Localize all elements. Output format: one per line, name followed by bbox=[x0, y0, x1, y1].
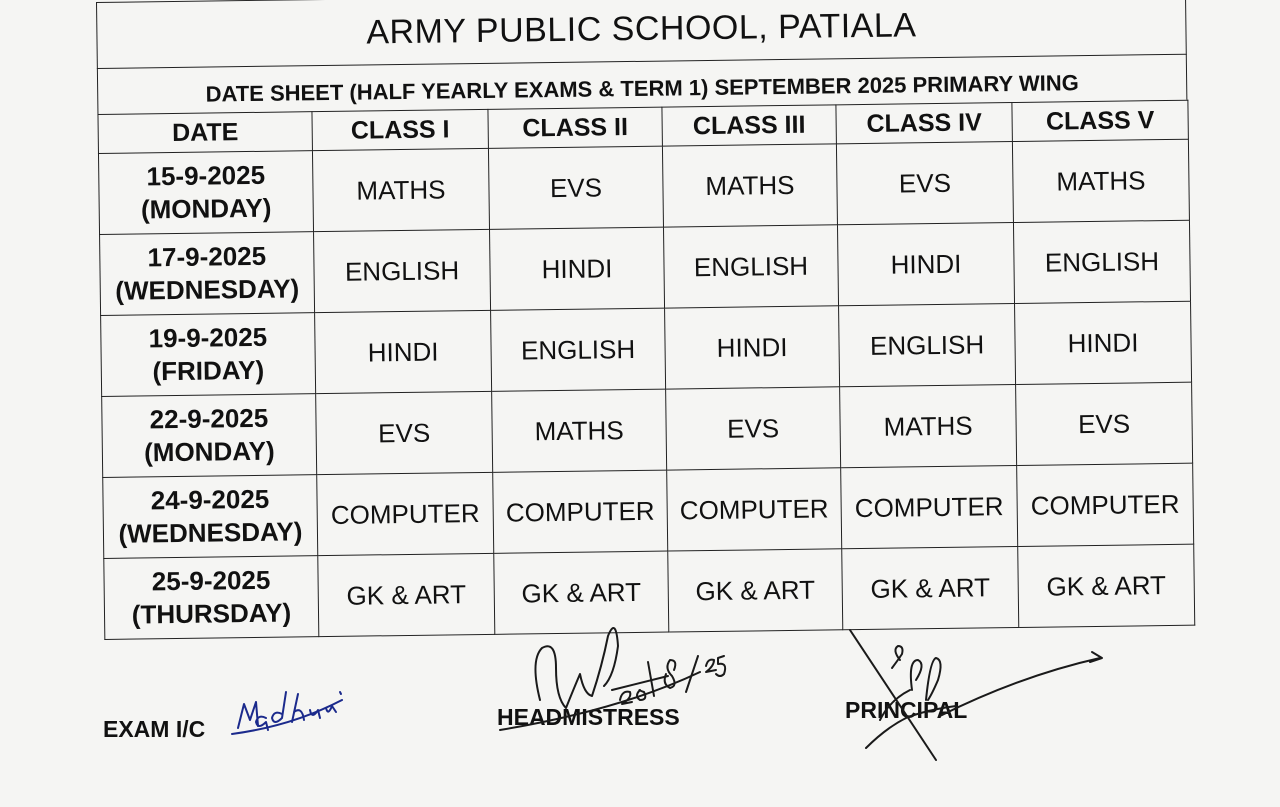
exam-day: (WEDNESDAY) bbox=[118, 516, 303, 549]
column-header-class-3: CLASS III bbox=[662, 105, 836, 146]
school-name: ARMY PUBLIC SCHOOL, PATIALA bbox=[96, 0, 1187, 68]
subject-cell: HINDI bbox=[490, 227, 665, 310]
subject-cell: MATHS bbox=[662, 144, 837, 227]
exam-day: (WEDNESDAY) bbox=[115, 273, 300, 306]
subject-cell: EVS bbox=[1016, 382, 1193, 465]
subject-cell: ENGLISH bbox=[839, 304, 1016, 387]
subject-cell: COMPUTER bbox=[317, 472, 494, 555]
exam-date: 17-9-2025 bbox=[147, 240, 267, 273]
subject-cell: COMPUTER bbox=[493, 470, 668, 553]
headmistress-signature bbox=[500, 628, 725, 730]
subject-cell: GK & ART bbox=[494, 551, 669, 634]
exam-day: (FRIDAY) bbox=[152, 354, 265, 387]
date-sheet-title: DATE SHEET (HALF YEARLY EXAMS & TERM 1) SEPTEMBER 2025 PRIMARY WING bbox=[97, 54, 1188, 114]
subject-cell: ENGLISH bbox=[1013, 220, 1190, 303]
subject-cell: GK & ART bbox=[668, 549, 843, 632]
subject-cell: HINDI bbox=[837, 223, 1014, 306]
subject-cell: MATHS bbox=[492, 389, 667, 472]
subject-cell: MATHS bbox=[1012, 139, 1189, 222]
subject-cell: ENGLISH bbox=[663, 225, 838, 308]
exam-ic-label: EXAM I/C bbox=[103, 716, 206, 742]
principal-signature bbox=[850, 630, 1102, 760]
column-header-class-4: CLASS IV bbox=[836, 103, 1012, 144]
subject-cell: COMPUTER bbox=[667, 468, 842, 551]
headmistress-label: HEADMISTRESS bbox=[497, 704, 680, 730]
exam-ic-signature bbox=[232, 692, 342, 734]
subject-cell: COMPUTER bbox=[841, 465, 1018, 548]
subject-cell: GK & ART bbox=[1018, 544, 1195, 627]
subject-cell: EVS bbox=[666, 387, 841, 470]
subject-cell: ENGLISH bbox=[491, 308, 666, 391]
exam-day: (MONDAY) bbox=[143, 435, 275, 468]
column-header-class-5: CLASS V bbox=[1012, 100, 1188, 141]
subject-cell: EVS bbox=[488, 146, 663, 229]
subject-cell: HINDI bbox=[315, 310, 492, 393]
subject-cell: HINDI bbox=[1015, 301, 1192, 384]
exam-day: (MONDAY) bbox=[140, 192, 272, 225]
column-header-class-1: CLASS I bbox=[312, 109, 488, 150]
subject-cell: GK & ART bbox=[842, 546, 1019, 629]
exam-date: 22-9-2025 bbox=[149, 402, 269, 435]
subject-cell: EVS bbox=[316, 391, 493, 474]
exam-day: (THURSDAY) bbox=[131, 597, 292, 630]
principal-label: PRINCIPAL bbox=[845, 697, 968, 723]
subject-cell: COMPUTER bbox=[1017, 463, 1194, 546]
subject-cell: HINDI bbox=[665, 306, 840, 389]
exam-date: 15-9-2025 bbox=[146, 159, 266, 192]
column-header-class-2: CLASS II bbox=[488, 107, 662, 148]
subject-cell: MATHS bbox=[312, 148, 489, 231]
subject-cell: ENGLISH bbox=[314, 229, 491, 312]
exam-date: 24-9-2025 bbox=[150, 483, 270, 516]
subject-cell: GK & ART bbox=[318, 553, 495, 636]
exam-date: 25-9-2025 bbox=[151, 564, 271, 597]
exam-date: 19-9-2025 bbox=[148, 321, 268, 354]
subject-cell: MATHS bbox=[840, 384, 1017, 467]
subject-cell: EVS bbox=[836, 142, 1013, 225]
column-header-date: DATE bbox=[98, 112, 312, 154]
